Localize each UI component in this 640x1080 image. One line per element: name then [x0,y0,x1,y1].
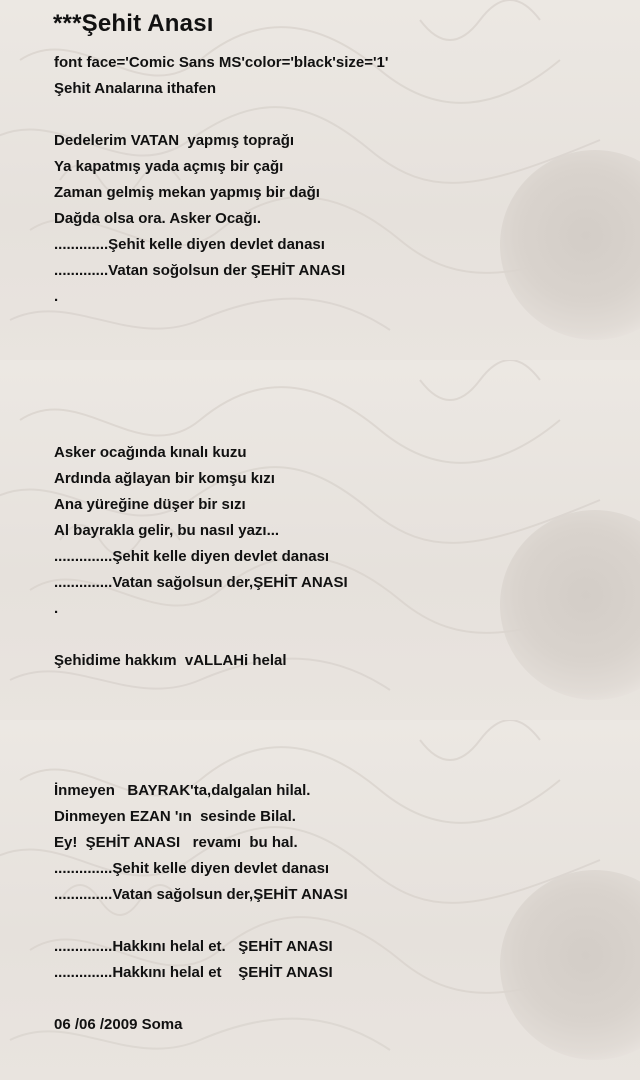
poem-line: İnmeyen BAYRAK'ta,dalgalan hilal. [54,782,311,799]
poem-title: ***Şehit Anası [53,10,214,37]
poem-line: Şehit Analarına ithafen [54,80,216,97]
poem-line [54,362,388,388]
poem-line: Ardında ağlayan bir komşu kızı [54,470,275,487]
poem-line [54,102,388,128]
poem-line: Şehidime hakkım vALLAHi helal [54,652,287,669]
poem-line: Ana yüreğine düşer bir sızı [54,496,246,513]
poem-line [54,622,388,648]
poem-line [54,414,388,440]
poem-line: Asker ocağında kınalı kuzu [54,444,247,461]
poem-line: Ya kapatmış yada açmış bir çağı [54,158,284,175]
poem-line [54,986,388,1012]
poem-line: ..............Vatan sağolsun der,ŞEHİT ANASI [54,886,348,903]
poem-line: 06 /06 /2009 Soma [54,1016,183,1033]
poem-line: ..............Vatan sağolsun der,ŞEHİT ANASI [54,574,348,591]
poem-line: Dinmeyen EZAN 'ın sesinde Bilal. [54,808,296,825]
poem-line: . [54,600,59,617]
poem-line: ..............Hakkını helal et. ŞEHİT ANASI [54,938,333,955]
poem-line [54,336,388,362]
poem-line: Zaman gelmiş mekan yapmış bir dağı [54,184,320,201]
poem-line: Al bayrakla gelir, bu nasıl yazı... [54,522,280,539]
poem-body [54,50,388,1038]
poem-line: . [54,288,59,305]
poem-line [54,752,388,778]
poem-line: .............Vatan soğolsun der ŞEHİT ANASI [54,262,346,279]
poem-line [54,726,388,752]
poem-line [54,674,388,700]
poem-line: Dağda olsa ora. Asker Ocağı. [54,210,262,227]
poem-line [54,908,388,934]
poem-line: ..............Şehit kelle diyen devlet danası [54,860,330,877]
poem-line: Ey! ŞEHİT ANASI revamı bu hal. [54,834,298,851]
poem-line: ..............Şehit kelle diyen devlet danası [54,548,330,565]
poem-line [54,388,388,414]
poem-line [54,310,388,336]
poem-line [54,700,388,726]
poem-line: ..............Hakkını helal et ŞEHİT ANASI [54,964,333,981]
poem-line: font face='Comic Sans MS'color='black'size='1' [54,54,389,71]
poem-line: .............Şehit kelle diyen devlet danası [54,236,325,253]
poem-line: Dedelerim VATAN yapmış toprağı [54,132,295,149]
